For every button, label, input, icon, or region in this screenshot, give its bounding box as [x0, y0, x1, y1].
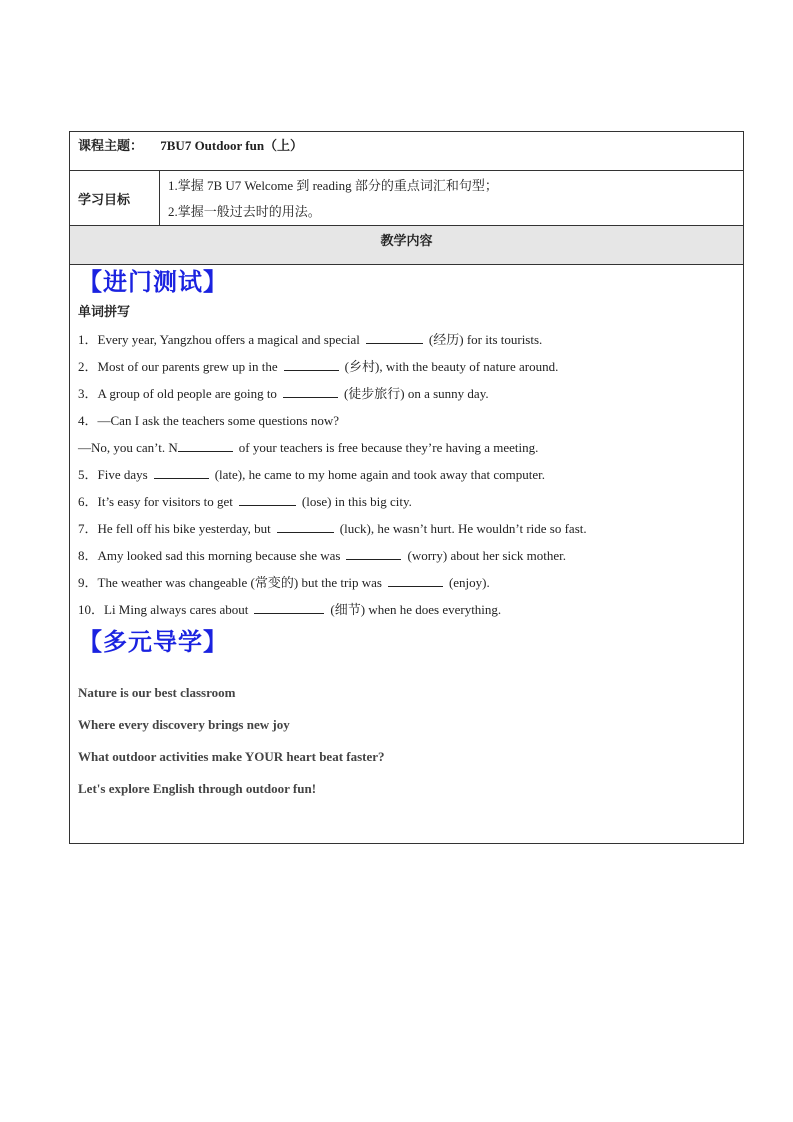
topic-value: 7BU7 Outdoor fun（上）: [160, 138, 304, 153]
question-item: [78, 407, 735, 434]
answer-blank[interactable]: [154, 465, 209, 479]
answer-blank[interactable]: [239, 492, 296, 506]
question-text: 9．The weather was changeable (常变的) but the trip was: [78, 575, 382, 590]
question-text: 10．Li Ming always cares about: [78, 602, 249, 617]
question-item: [78, 596, 735, 623]
question-text: (worry) about her sick mother.: [407, 548, 566, 563]
answer-blank[interactable]: [284, 357, 339, 371]
goal-row: [70, 171, 743, 226]
question-text: 6．It’s easy for visitors to get: [78, 494, 233, 509]
question-item: [78, 515, 735, 542]
question-text: of your teachers is free because they’re having a meeting.: [238, 440, 539, 455]
goal-item: 2.掌握一般过去时的用法。: [168, 204, 321, 219]
question-text: (细节) when he does everything.: [330, 602, 502, 617]
guide-line: Where every discovery brings new joy: [78, 717, 290, 732]
guide-line: What outdoor activities make YOUR heart beat faster?: [78, 749, 385, 764]
question-item: [78, 461, 735, 488]
question-text: (late), he came to my home again and took away that computer.: [214, 467, 546, 482]
guide-line: Let's explore English through outdoor fun!: [78, 781, 317, 796]
question-text: 7．He fell off his bike yesterday, but: [78, 521, 271, 536]
question-text: (经历) for its tourists.: [428, 332, 543, 347]
question-text: 4．—Can I ask the teachers some questions now?: [78, 413, 340, 428]
guide-lines: [78, 685, 735, 797]
question-text: 5．Five days: [78, 467, 148, 482]
question-item: [78, 488, 735, 515]
answer-blank[interactable]: [178, 438, 233, 452]
topic-label: 课程主题：: [78, 138, 144, 153]
question-text: —No, you can’t. N: [78, 440, 178, 455]
question-text: (徒步旅行) on a sunny day.: [343, 386, 489, 401]
content-body: [70, 267, 743, 843]
goal-label: 学习目标: [70, 171, 160, 225]
lesson-sheet: [69, 131, 744, 844]
question-item: [78, 569, 735, 596]
answer-blank[interactable]: [388, 573, 443, 587]
question-text: 2．Most of our parents grew up in the: [78, 359, 278, 374]
answer-blank[interactable]: [283, 384, 338, 398]
question-text: 3．A group of old people are going to: [78, 386, 277, 401]
answer-blank[interactable]: [366, 330, 423, 344]
question-item: [78, 353, 735, 380]
spelling-subtitle: 单词拼写: [78, 304, 131, 319]
question-text: (lose) in this big city.: [301, 494, 412, 509]
question-text: 1．Every year, Yangzhou offers a magical and special: [78, 332, 360, 347]
question-item: [78, 434, 735, 461]
question-item: [78, 380, 735, 407]
entry-test-title: 【进门测试】: [78, 268, 228, 296]
answer-blank[interactable]: [254, 600, 324, 614]
topic-row: [70, 132, 743, 171]
question-item: [78, 542, 735, 569]
answer-blank[interactable]: [277, 519, 334, 533]
question-text: (luck), he wasn’t hurt. He wouldn’t ride so fast.: [339, 521, 587, 536]
goal-item: 1.掌握 7B U7 Welcome 到 reading 部分的重点词汇和句型；: [168, 178, 498, 193]
question-text: 8．Amy looked sad this morning because she was: [78, 548, 341, 563]
content-header: 教学内容: [70, 226, 743, 265]
answer-blank[interactable]: [346, 546, 401, 560]
guide-title: 【多元导学】: [78, 628, 228, 656]
goal-list: [160, 171, 743, 225]
guide-line: Nature is our best classroom: [78, 685, 236, 700]
question-text: (乡村), with the beauty of nature around.: [344, 359, 559, 374]
question-item: [78, 326, 735, 353]
question-text: (enjoy).: [448, 575, 490, 590]
